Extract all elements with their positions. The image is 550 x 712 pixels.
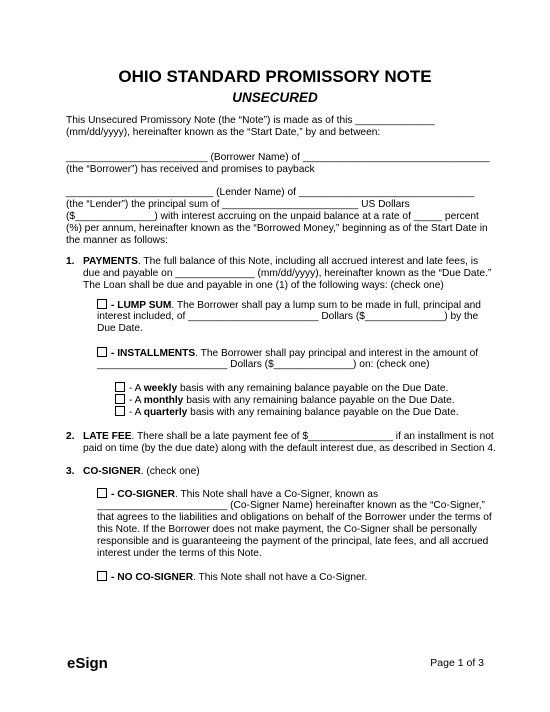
section-1-heading: PAYMENTS: [83, 256, 138, 267]
lump-sum-heading: - LUMP SUM: [111, 300, 172, 311]
co-signer-line-6: interest under the terms of this Note.: [97, 548, 262, 559]
lender-line-3: ($______________) with interest accruing on the unpaid balance at a rate of _____ percent: [66, 211, 479, 222]
section-2-line-2: paid on time (by the due date) along with the default interest due, as described in Section 4.: [83, 443, 496, 454]
monthly-prefix: - A: [129, 395, 144, 406]
section-1-line-3: The Loan shall be due and payable in one (1) of the following ways: (check one): [83, 280, 444, 291]
borrower-line-2: (the “Borrower”) has received and promises to payback: [66, 164, 315, 175]
co-signer-text: . This Note shall have a Co-Signer, known as: [174, 489, 379, 500]
co-signer-line-4: this Note. If the Borrower does not make payment, the Co-Signer shall be personally: [97, 524, 477, 535]
co-signer-line-5: responsible and is guaranteeing the payment of the principal, late fees, and all accrued: [97, 536, 489, 547]
page-subtitle: UNSECURED: [232, 90, 318, 105]
page-title: OHIO STANDARD PROMISSORY NOTE: [118, 67, 432, 86]
lender-line-1: __________________________ (Lender Name) of _______________________________: [66, 187, 475, 198]
page-number: Page 1 of 3: [430, 657, 484, 669]
intro-line-1: This Unsecured Promissory Note (the “Note”) is made as of this ______________: [66, 115, 435, 126]
weekly-label: weekly: [143, 383, 178, 394]
section-3-heading: CO-SIGNER: [83, 466, 141, 477]
no-co-signer-option: [97, 571, 367, 584]
quarterly-suffix: basis with any remaining balance payable on the Due Date.: [187, 407, 459, 418]
no-co-signer-checkbox[interactable]: [97, 571, 107, 581]
section-2-text: . There shall be a late payment fee of $_______________ if an installment is not: [131, 431, 494, 442]
co-signer-line-3: that agrees to the liabilities and obligations on behalf of the Borrower under the terms of: [97, 512, 492, 523]
section-2-heading: LATE FEE: [83, 431, 132, 442]
co-signer-checkbox[interactable]: [97, 488, 107, 498]
intro-line-2: (mm/dd/yyyy), hereinafter known as the “Start Date,” by and between:: [66, 127, 381, 138]
esign-logo: eSign: [67, 655, 108, 672]
monthly-label: monthly: [143, 395, 184, 406]
no-co-signer-heading: - NO CO-SIGNER: [111, 572, 194, 583]
weekly-suffix: basis with any remaining balance payable on the Due Date.: [177, 383, 449, 394]
section-3-line-1: [83, 466, 200, 478]
quarterly-prefix: - A: [129, 407, 144, 418]
monthly-suffix: basis with any remaining balance payable on the Due Date.: [183, 395, 455, 406]
installments-text: . The Borrower shall pay principal and interest in the amount of: [195, 348, 479, 359]
lender-line-4: (%) per annum, hereinafter known as the “Borrowed Money,” beginning as of the Start Date in: [66, 223, 488, 234]
section-2-line-1: [83, 431, 494, 443]
monthly-checkbox[interactable]: [115, 394, 125, 404]
section-1-line-1: [83, 256, 478, 268]
lender-line-2: (the “Lender”) the principal sum of ________________________ US Dollars: [66, 199, 410, 210]
quarterly-option: [115, 406, 459, 419]
lump-sum-text: . The Borrower shall pay a lump sum to be made in full, principal and: [171, 300, 481, 311]
section-2-number: 2.: [66, 431, 75, 442]
installments-heading: - INSTALLMENTS: [111, 348, 196, 359]
co-signer-heading: - CO-SIGNER: [111, 489, 175, 500]
no-co-signer-text: . This Note shall not have a Co-Signer.: [193, 572, 368, 583]
quarterly-checkbox[interactable]: [115, 406, 125, 416]
section-3-text: . (check one): [140, 466, 200, 477]
section-1-line-2: due and payable on ______________ (mm/dd/yyyy), hereinafter known as the “Due Date.”: [83, 268, 492, 279]
section-3-number: 3.: [66, 466, 75, 477]
lump-sum-line-3: Due Date.: [97, 323, 143, 334]
weekly-prefix: - A: [129, 383, 144, 394]
section-1-number: 1.: [66, 256, 75, 267]
lump-sum-line-2: interest included, of _______________________ Dollars ($______________) by the: [97, 311, 479, 322]
lump-sum-checkbox[interactable]: [97, 299, 107, 309]
lender-line-5: the manner as follows:: [66, 235, 168, 246]
co-signer-line-2: _______________________ (Co-Signer Name) hereinafter known as the “Co-Signer,”: [97, 500, 485, 511]
installments-line-2: _______________________ Dollars ($______________) on: (check one): [97, 359, 430, 370]
section-1-text: . The full balance of this Note, including all accrued interest and late fees, is: [137, 256, 479, 267]
installments-checkbox[interactable]: [97, 347, 107, 357]
quarterly-label: quarterly: [143, 407, 188, 418]
weekly-checkbox[interactable]: [115, 382, 125, 392]
borrower-line-1: _________________________ (Borrower Name) of _________________________________: [66, 152, 490, 163]
